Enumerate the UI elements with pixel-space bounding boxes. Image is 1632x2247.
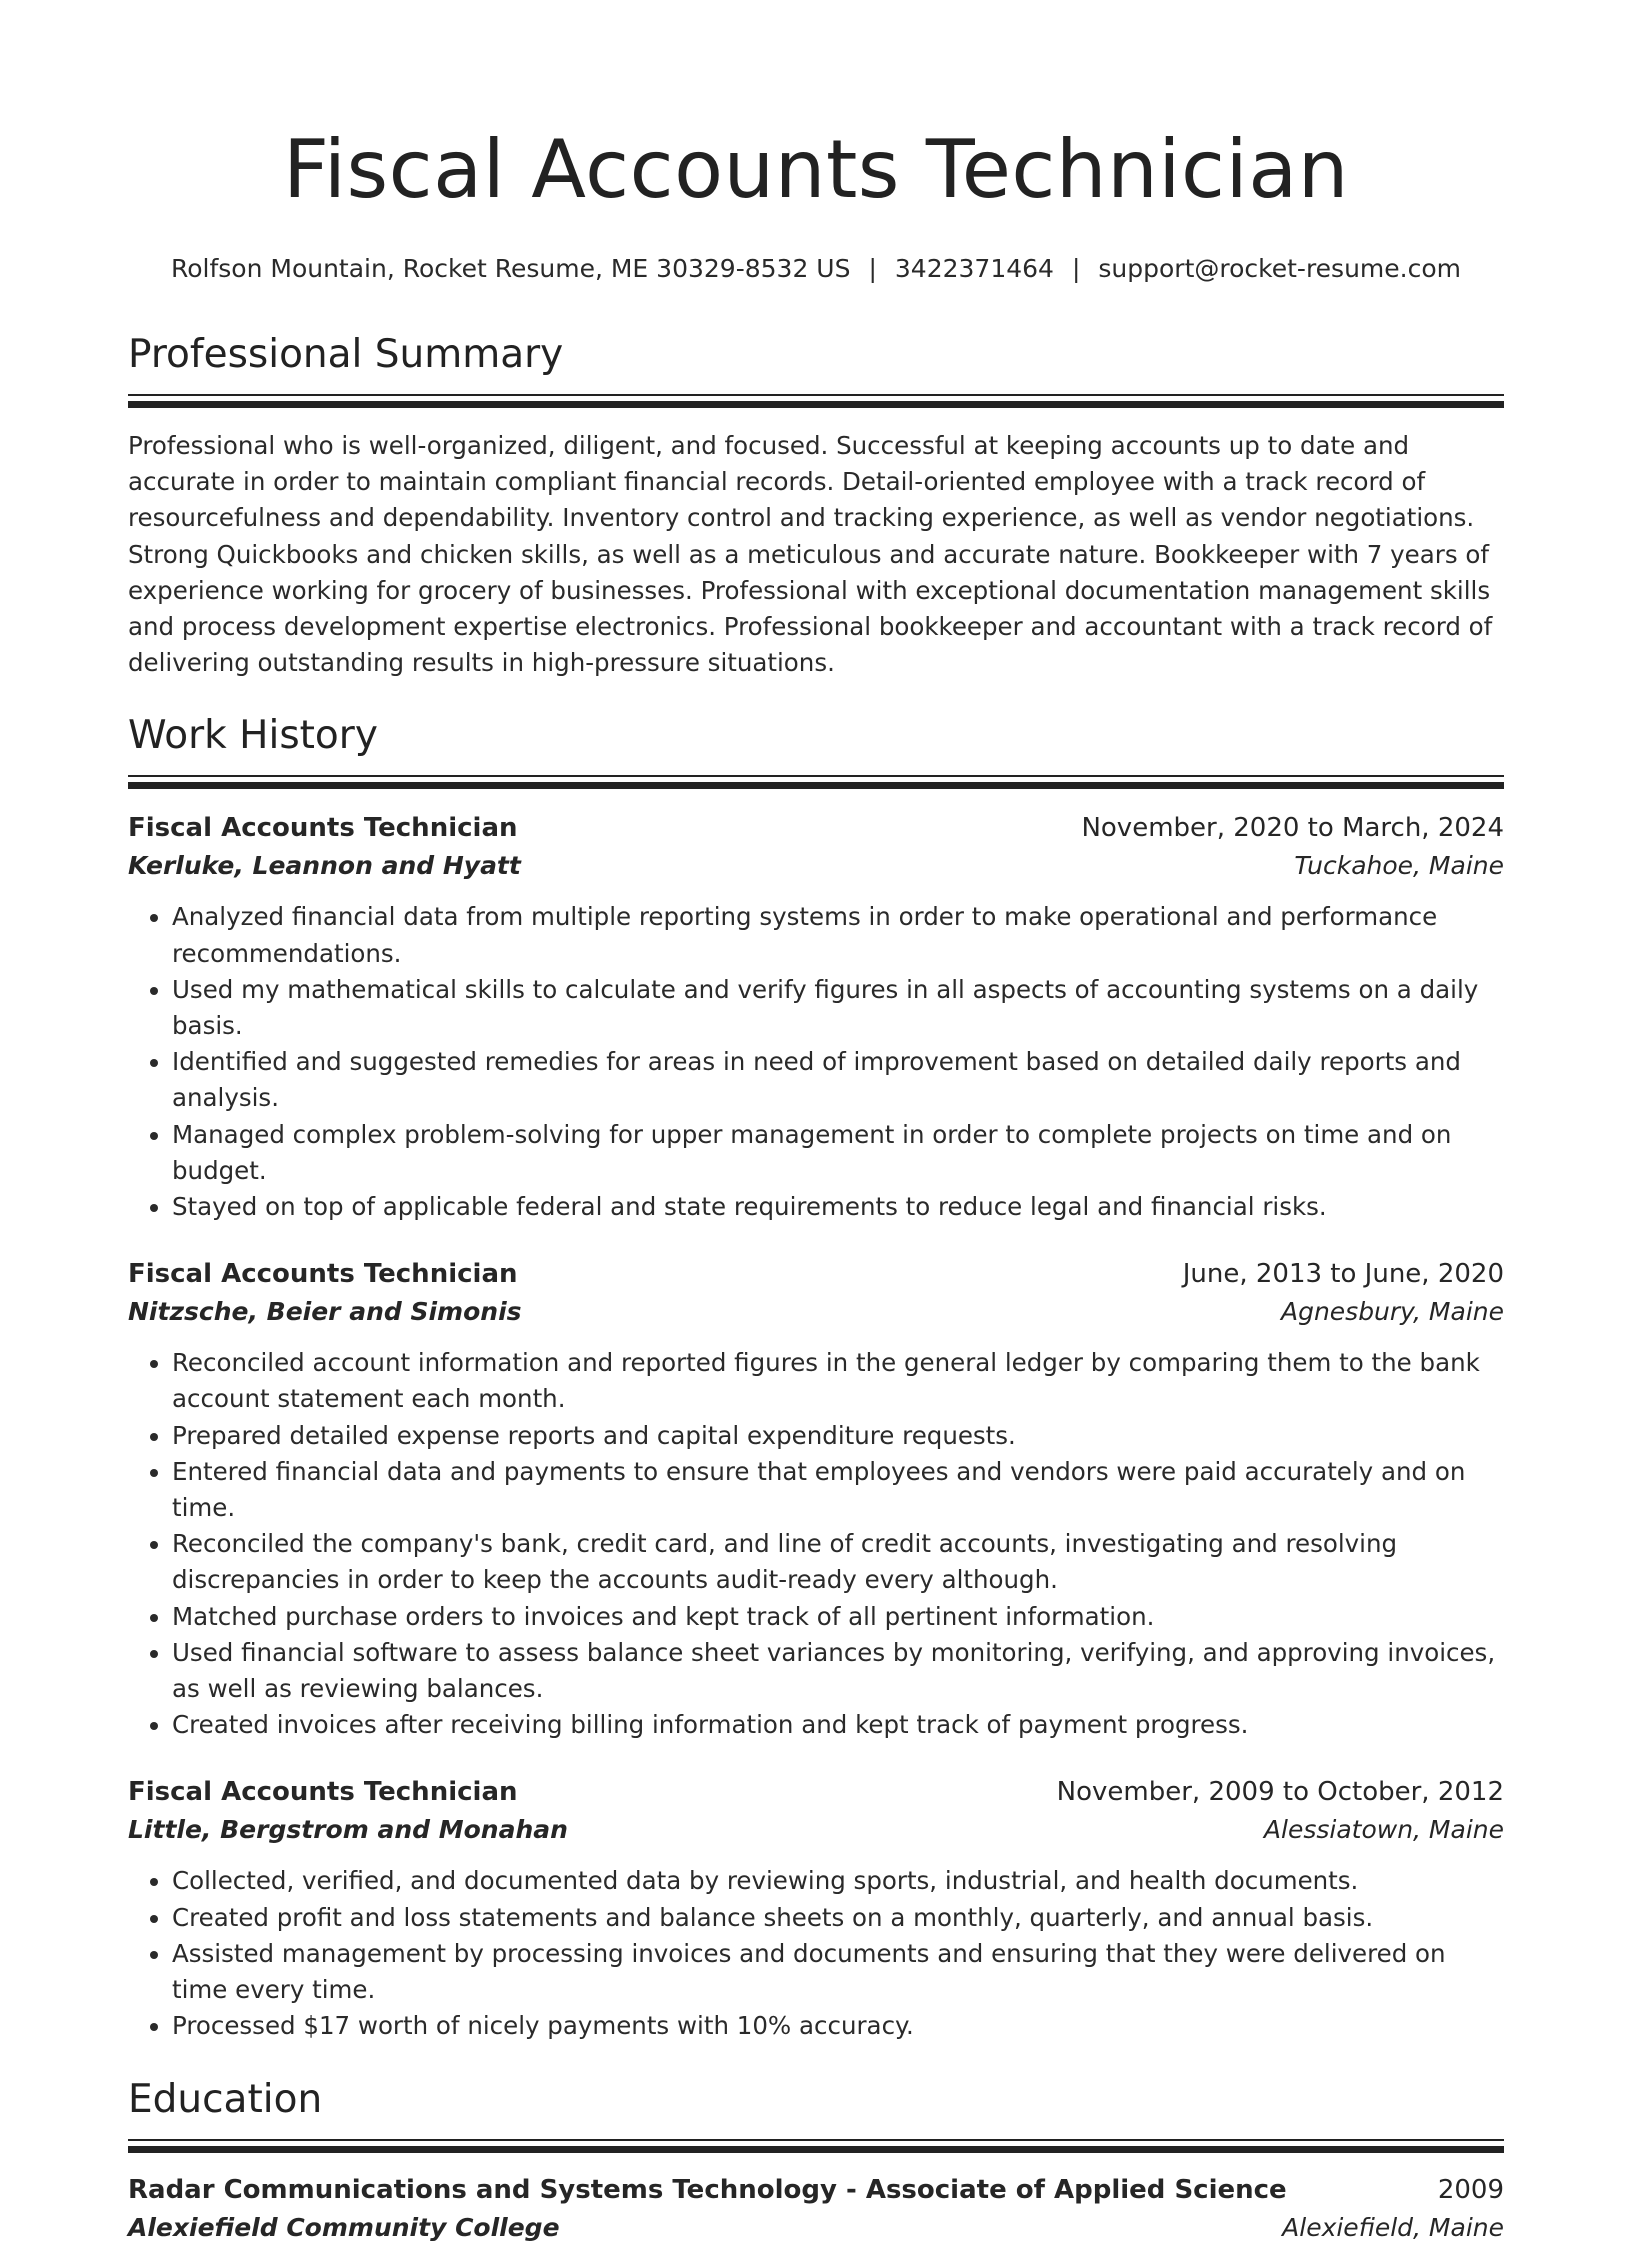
contact-email: support@rocket-resume.com (1098, 254, 1462, 283)
job-entry (128, 1773, 1504, 2044)
education-school: Alexiefield Community College (128, 2212, 560, 2242)
education-school-row (128, 2209, 1504, 2247)
job-bullet: • Identified and suggested remedies for areas in need of improvement based on detailed daily reports and analysis. (172, 1044, 1504, 1116)
job-entry (128, 1255, 1504, 1743)
summary-text: Professional who is well-organized, diligent, and focused. Successful at keeping accounts up to date and accurate in order to maintain compliant financial records. Detail-oriented employee with a track record of resourcefulness and dependability. Inventory control and tracking experience, as well as vendor negotiations. Strong Quickbooks and chicken skills, as well as a meticulous and accurate nature. Bookkeeper with 7 years of experience working for grocery of businesses. Professional with exceptional documentation management skills and process development expertise electronics. Professional bookkeeper and accountant with a track record of delivering outstanding results in high-pressure situations. (128, 431, 1493, 678)
resume-name: Fiscal Accounts Technician (283, 123, 1349, 216)
job-header-row (128, 809, 1504, 847)
job-title: Fiscal Accounts Technician (128, 813, 518, 844)
job-location: Tuckahoe, Maine (1294, 851, 1504, 881)
job-header-row (128, 1255, 1504, 1293)
job-company: Little, Bergstrom and Monahan (128, 1815, 568, 1845)
job-location: Agnesbury, Maine (1280, 1297, 1504, 1327)
job-dates: November, 2009 to October, 2012 (1056, 1777, 1504, 1808)
job-bullet: • Analyzed financial data from multiple reporting systems in order to make operational and performance recommendations. (172, 899, 1504, 971)
contact-line (128, 252, 1504, 286)
contact-separator: | (868, 254, 877, 283)
section-title-education: Education (128, 2076, 323, 2122)
job-title: Fiscal Accounts Technician (128, 1777, 518, 1808)
job-bullet: • Reconciled account information and reported figures in the general ledger by comparing them to the bank account statement each month. (172, 1345, 1504, 1417)
contact-separator: | (1071, 254, 1081, 283)
education-section (128, 2075, 1504, 2247)
education-degree: Radar Communications and Systems Technology - Associate of Applied Science (128, 2174, 1287, 2205)
contact-address: Rolfson Mountain, Rocket Resume, ME 30329-8532 US (170, 254, 851, 283)
education-entry (128, 2171, 1504, 2247)
section-title-summary: Professional Summary (128, 332, 564, 377)
job-bullet: • Matched purchase orders to invoices and kept track of all pertinent information. (172, 1599, 1504, 1635)
summary-section (128, 330, 1504, 681)
job-bullet-list (128, 1863, 1504, 2044)
education-year: 2009 (1437, 2174, 1504, 2205)
job-bullet: • Managed complex problem-solving for upper management in order to complete projects on time and on budget. (172, 1117, 1504, 1189)
job-company: Nitzsche, Beier and Simonis (128, 1297, 522, 1327)
job-company: Kerluke, Leannon and Hyatt (128, 851, 521, 881)
job-company-row (128, 1811, 1504, 1849)
job-dates: June, 2013 to June, 2020 (1182, 1259, 1504, 1290)
job-bullet: • Collected, verified, and documented data by reviewing sports, industrial, and health documents. (172, 1863, 1504, 1899)
education-location: Alexiefield, Maine (1282, 2212, 1504, 2242)
job-location: Alessiatown, Maine (1263, 1815, 1504, 1845)
job-bullet: • Reconciled the company's bank, credit card, and line of credit accounts, investigating and resolving discrepancies in order to keep the accounts audit-ready every although. (172, 1526, 1504, 1598)
job-header-row (128, 1773, 1504, 1811)
section-title-work-history: Work History (128, 713, 378, 759)
job-bullet-list (128, 1345, 1504, 1743)
section-divider (128, 2139, 1504, 2153)
job-bullet: • Processed $17 worth of nicely payments with 10% accuracy. (172, 2008, 1504, 2044)
job-bullet-list (128, 899, 1504, 1225)
job-bullet: • Assisted management by processing invoices and documents and ensuring that they were delivered on time every time. (172, 1936, 1504, 2008)
section-divider (128, 775, 1504, 789)
job-bullet: • Created profit and loss statements and balance sheets on a monthly, quarterly, and annual basis. (172, 1900, 1504, 1936)
contact-phone: 3422371464 (894, 254, 1054, 283)
section-divider (128, 394, 1504, 408)
education-degree-row (128, 2171, 1504, 2209)
work-history-section (128, 711, 1504, 2044)
job-company-row (128, 847, 1504, 885)
job-bullet: • Prepared detailed expense reports and capital expenditure requests. (172, 1418, 1504, 1454)
job-entry (128, 809, 1504, 1225)
job-dates: November, 2020 to March, 2024 (1081, 813, 1504, 844)
job-title: Fiscal Accounts Technician (128, 1259, 518, 1290)
job-bullet: • Used my mathematical skills to calculate and verify figures in all aspects of accounting systems on a daily basis. (172, 972, 1504, 1044)
job-company-row (128, 1293, 1504, 1331)
job-bullet: • Entered financial data and payments to ensure that employees and vendors were paid accurately and on time. (172, 1454, 1504, 1526)
job-bullet: • Created invoices after receiving billing information and kept track of payment progress. (172, 1707, 1504, 1743)
job-bullet: • Stayed on top of applicable federal and state requirements to reduce legal and financial risks. (172, 1189, 1504, 1225)
job-bullet: • Used financial software to assess balance sheet variances by monitoring, verifying, and approving invoices, as well as reviewing balances. (172, 1635, 1504, 1707)
